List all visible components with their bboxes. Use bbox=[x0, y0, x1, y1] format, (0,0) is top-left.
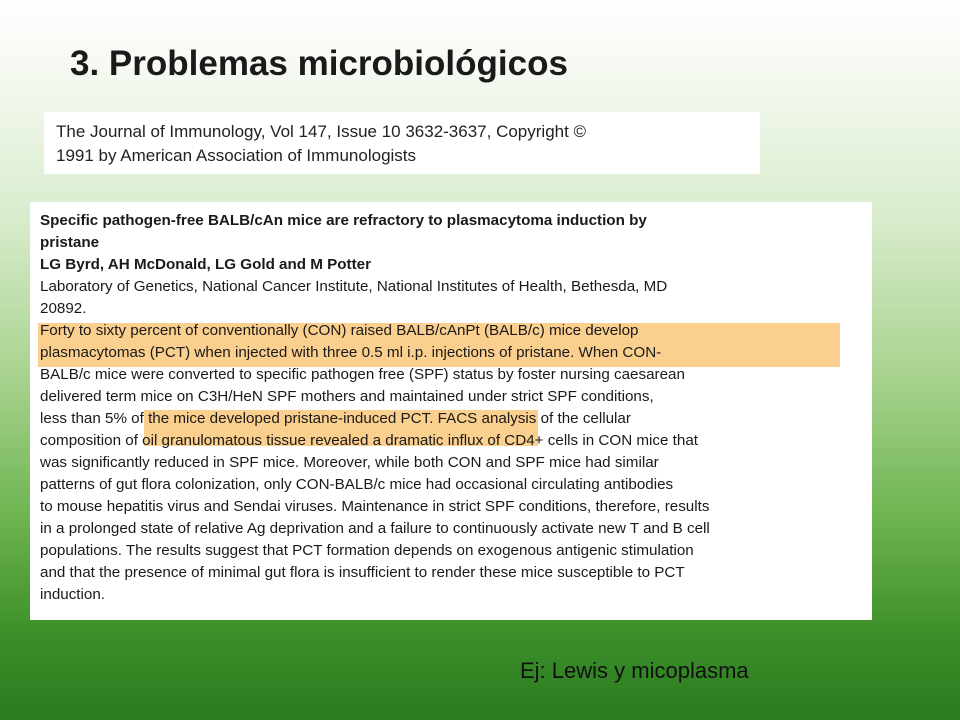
citation-line-1: The Journal of Immunology, Vol 147, Issue 10 3632-3637, Copyright © bbox=[56, 122, 587, 141]
abstract-line: composition of oil granulomatous tissue revealed a dramatic influx of CD4+ cells in CON mice that bbox=[40, 432, 699, 449]
abstract-line: in a prolonged state of relative Ag deprivation and a failure to continuously activate new T and B cell bbox=[40, 520, 710, 537]
citation-box bbox=[44, 112, 760, 174]
affiliation-line-1: Laboratory of Genetics, National Cancer Institute, National Institutes of Health, Bethesda, MD bbox=[40, 278, 668, 295]
abstract-line: less than 5% of the mice developed pristane-induced PCT. FACS analysis of the cellular bbox=[40, 410, 631, 427]
citation-line-2: 1991 by American Association of Immunologists bbox=[56, 146, 417, 165]
abstract-line: and that the presence of minimal gut flora is insufficient to render these mice susceptible to PCT bbox=[40, 564, 685, 581]
abstract-line: plasmacytomas (PCT) when injected with three 0.5 ml i.p. injections of pristane. When CON- bbox=[40, 344, 662, 361]
article-title-line-2: pristane bbox=[40, 234, 100, 251]
article-title-line-1: Specific pathogen-free BALB/cAn mice are refractory to plasmacytoma induction by bbox=[40, 212, 647, 229]
abstract-line: patterns of gut flora colonization, only CON-BALB/c mice had occasional circulating antibodies bbox=[40, 476, 674, 493]
abstract-box bbox=[30, 202, 872, 620]
footer-note: Ej: Lewis y micoplasma bbox=[520, 658, 749, 683]
slide-title: 3. Problemas microbiológicos bbox=[70, 44, 568, 83]
abstract-line: BALB/c mice were converted to specific pathogen free (SPF) status by foster nursing caesarean bbox=[40, 366, 685, 383]
abstract-line: to mouse hepatitis virus and Sendai viruses. Maintenance in strict SPF conditions, therefore, results bbox=[40, 498, 710, 515]
abstract-line: induction. bbox=[40, 586, 106, 603]
abstract-line: populations. The results suggest that PCT formation depends on exogenous antigenic stimulation bbox=[40, 542, 694, 559]
abstract-line: delivered term mice on C3H/HeN SPF mothers and maintained under strict SPF conditions, bbox=[40, 388, 654, 405]
article-authors: LG Byrd, AH McDonald, LG Gold and M Potter bbox=[40, 256, 372, 273]
abstract-line: was significantly reduced in SPF mice. Moreover, while both CON and SPF mice had similar bbox=[40, 454, 659, 471]
abstract-line: Forty to sixty percent of conventionally (CON) raised BALB/cAnPt (BALB/c) mice develop bbox=[40, 322, 639, 339]
affiliation-line-2: 20892. bbox=[40, 300, 87, 317]
